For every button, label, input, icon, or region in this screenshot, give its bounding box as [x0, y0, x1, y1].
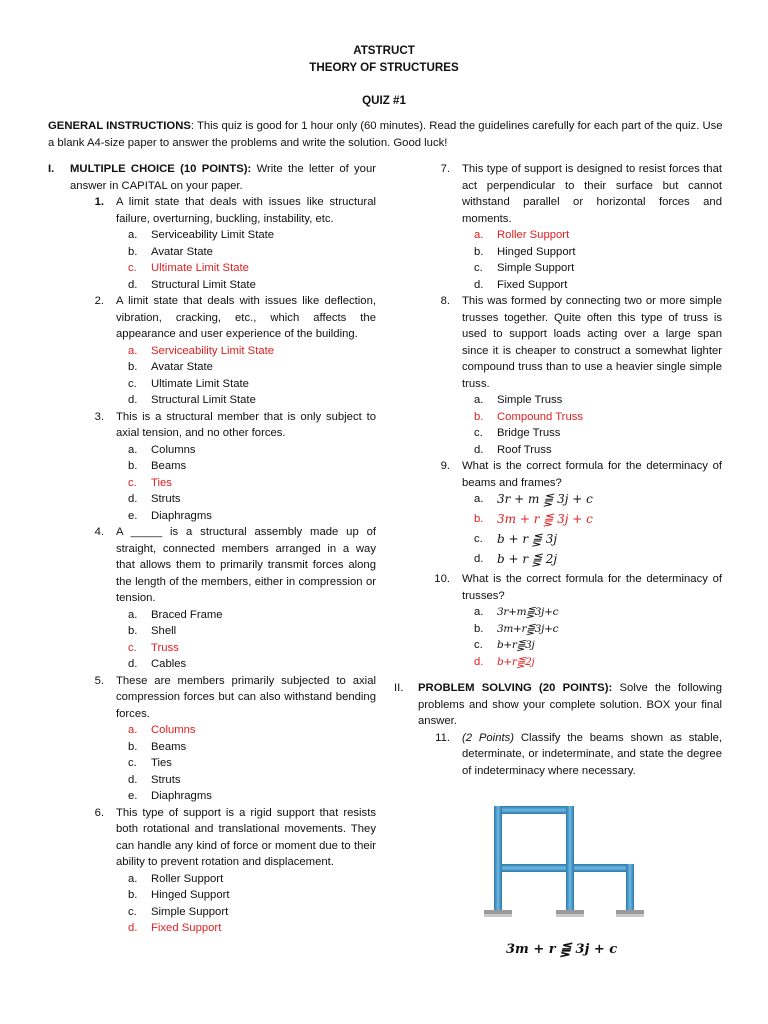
- option-letter: a.: [474, 606, 484, 618]
- question-7: [394, 161, 722, 227]
- option-text: Ultimate Limit State: [151, 262, 249, 274]
- option-letter: b.: [474, 622, 484, 635]
- option-answer: [394, 227, 722, 244]
- option: [48, 656, 376, 673]
- question-10: [394, 571, 722, 604]
- option-letter: b.: [474, 513, 484, 525]
- option-text: Simple Support: [151, 905, 229, 918]
- option-letter: a.: [128, 608, 138, 621]
- option: [48, 788, 376, 805]
- option-letter: b.: [128, 889, 138, 901]
- option: [48, 607, 376, 624]
- question-number: 9.: [440, 460, 450, 472]
- option: [394, 277, 722, 294]
- option-formula: b+r⪋2j: [497, 655, 535, 668]
- option-letter: c.: [128, 262, 137, 274]
- left-column: [48, 161, 376, 937]
- option-letter: c.: [474, 533, 483, 545]
- option: [48, 376, 376, 393]
- option: [394, 551, 722, 571]
- question-points: (2 Points): [462, 731, 515, 744]
- option: [394, 637, 722, 654]
- option-letter: b.: [128, 361, 138, 373]
- option-letter: d.: [128, 773, 138, 786]
- option: [394, 244, 722, 261]
- option-letter: e.: [128, 790, 138, 802]
- question-text: This was formed by connecting two or more simple trusses together. Quite often this type of truss is used to support loads acting over a large span since it is cheaper to construct a somewhat lighter compound truss than to use a heavier single simple truss.: [462, 295, 722, 390]
- option-letter: c.: [474, 427, 483, 439]
- quiz-title: QUIZ #1: [362, 94, 406, 107]
- option-formula: 3m + r ⪋ 3j + c: [497, 512, 593, 526]
- option-letter: c.: [128, 757, 137, 769]
- question-text: A _____ is a structural assembly made up of straight, connected members arranged in a way that allows them to primarily transmit forces along the length of the members, either in compression or tension.: [116, 526, 376, 604]
- option-letter: c.: [474, 639, 483, 651]
- option-answer: [48, 260, 376, 277]
- general-instructions: [48, 118, 724, 151]
- question-2: [48, 293, 376, 343]
- fixed-support-right: [616, 910, 644, 917]
- option-formula: b + r ⪋ 3j: [497, 532, 558, 546]
- option-letter: d.: [128, 658, 138, 670]
- option-answer: [48, 475, 376, 492]
- section-text: Write the letter of your answer in CAPITAL on your paper.: [70, 163, 377, 192]
- option-letter: b.: [474, 245, 484, 258]
- option-letter: c.: [128, 905, 137, 918]
- option: [48, 508, 376, 525]
- question-9: [394, 458, 722, 491]
- option-text: Bridge Truss: [497, 427, 561, 439]
- option-text: Ties: [151, 476, 172, 489]
- right-column: [626, 864, 634, 910]
- question-text: A limit state that deals with issues like structural failure, overturning, buckling, instability, etc.: [116, 196, 376, 225]
- option-letter: a.: [474, 493, 484, 505]
- option-text: Structural Limit State: [151, 278, 256, 291]
- question-11: [394, 730, 722, 780]
- option-letter: a.: [128, 724, 138, 736]
- option-text: Compound Truss: [497, 410, 584, 423]
- option: [48, 491, 376, 508]
- option: [48, 772, 376, 789]
- question-3: [48, 409, 376, 442]
- option-letter: e.: [128, 509, 138, 522]
- portal-frame-figure: [478, 800, 648, 930]
- option-text: Avatar State: [151, 245, 213, 258]
- option-answer: [394, 409, 722, 426]
- option: [48, 887, 376, 904]
- question-number: 3.: [94, 410, 104, 423]
- option-letter: c.: [128, 476, 137, 489]
- option: [48, 623, 376, 640]
- option-letter: b.: [474, 410, 484, 423]
- question-text: This type of support is a rigid support that resists both rotational and translational movements. They can handle any kind of force or moment due to their ability to prevent rotation and displacement.: [116, 806, 376, 868]
- question-number: 1.: [94, 196, 104, 208]
- option-text: Simple Truss: [497, 394, 563, 406]
- option-text: Fixed Support: [151, 922, 222, 934]
- question-text: This type of support is designed to resist forces that act perpendicular to their surface but cannot withstand parallel or horizontal forces and moments.: [462, 163, 722, 225]
- option-text: Simple Support: [497, 262, 575, 274]
- option-text: Ties: [151, 757, 172, 769]
- option-text: Serviceability Limit State: [151, 344, 275, 357]
- option-text: Hinged Support: [151, 889, 230, 901]
- option-text: Shell: [151, 625, 177, 637]
- option-letter: b.: [128, 740, 138, 753]
- option-text: Hinged Support: [497, 245, 576, 258]
- option: [48, 739, 376, 756]
- section-title: PROBLEM SOLVING (20 POINTS):: [418, 682, 613, 694]
- section-number: I.: [48, 163, 55, 175]
- option-text: Struts: [151, 493, 181, 505]
- option-letter: d.: [128, 493, 138, 505]
- section-problem-solving: [394, 680, 722, 730]
- option-letter: d.: [474, 553, 484, 565]
- course-title: THEORY OF STRUCTURES: [309, 61, 459, 74]
- option: [394, 604, 722, 621]
- option-letter: a.: [128, 443, 138, 456]
- question-text: These are members primarily subjected to axial compression forces but can also withstand bending forces.: [116, 674, 376, 720]
- option-letter: c.: [474, 262, 483, 274]
- question-4: [48, 524, 376, 607]
- left-column: [494, 806, 502, 910]
- option-letter: d.: [128, 278, 138, 291]
- right-column: [394, 161, 722, 779]
- option: [48, 871, 376, 888]
- option-text: Truss: [151, 641, 179, 654]
- option-letter: d.: [474, 278, 484, 291]
- middle-beam: [494, 864, 634, 872]
- figure-formula: 3m + r ⪋ 3j + c: [506, 942, 618, 957]
- option-answer: [48, 343, 376, 360]
- fixed-support-left: [484, 910, 512, 917]
- option: [48, 392, 376, 409]
- option-letter: d.: [474, 443, 484, 456]
- option-letter: b.: [128, 460, 138, 472]
- option: [394, 260, 722, 277]
- option-letter: d.: [474, 655, 484, 668]
- course-code: ATSTRUCT: [353, 44, 415, 57]
- option-text: Braced Frame: [151, 608, 223, 621]
- option: [394, 392, 722, 409]
- question-text: This is a structural member that is only subject to axial tension, and no other forces.: [116, 410, 376, 439]
- option-text: Avatar State: [151, 361, 213, 373]
- option-letter: c.: [128, 641, 137, 654]
- question-number: 5.: [94, 674, 104, 687]
- option-text: Fixed Support: [497, 278, 568, 291]
- option-text: Diaphragms: [151, 509, 212, 522]
- question-number: 7.: [440, 163, 450, 175]
- question-8: [394, 293, 722, 392]
- option: [48, 904, 376, 921]
- option: [48, 755, 376, 772]
- option-letter: b.: [128, 625, 138, 637]
- option-text: Roller Support: [151, 872, 224, 885]
- question-6: [48, 805, 376, 871]
- option: [48, 359, 376, 376]
- option-answer: [48, 640, 376, 657]
- question-text: Classify the beams shown as stable, determinate, or indeterminate, and state the degree of indeterminacy where necessary.: [462, 731, 723, 777]
- option-text: Cables: [151, 658, 187, 670]
- option-text: Beams: [151, 740, 187, 753]
- option-text: Columns: [151, 443, 196, 456]
- question-number: 10.: [434, 573, 450, 585]
- section-text: Solve the following problems and show your complete solution. BOX your final answer.: [418, 682, 722, 727]
- option-letter: a.: [128, 229, 138, 241]
- middle-column: [566, 806, 574, 910]
- option-text: Struts: [151, 773, 181, 786]
- option-formula: 3r + m ⪋ 3j + c: [497, 492, 593, 506]
- option-text: Serviceability Limit State: [151, 229, 275, 241]
- option-text: Roller Support: [497, 229, 570, 241]
- option: [48, 458, 376, 475]
- option: [394, 531, 722, 551]
- question-number: 6.: [94, 806, 104, 819]
- option-letter: a.: [474, 229, 484, 241]
- question-text: What is the correct formula for the determinacy of beams and frames?: [462, 460, 722, 489]
- option-answer: [394, 654, 722, 671]
- option-letter: d.: [128, 394, 138, 406]
- option-formula: 3r+m⪋3j+c: [497, 606, 559, 618]
- question-number: 8.: [440, 295, 450, 307]
- top-beam: [494, 806, 574, 814]
- option-text: Roof Truss: [497, 443, 552, 456]
- question-number: 2.: [94, 295, 104, 307]
- option-text: Columns: [151, 724, 196, 736]
- option-text: Ultimate Limit State: [151, 377, 249, 390]
- option-letter: c.: [128, 377, 137, 390]
- option-answer: [48, 920, 376, 937]
- option-text: Structural Limit State: [151, 394, 256, 406]
- option-formula: b+r⪋3j: [497, 639, 535, 651]
- option-answer: [394, 511, 722, 531]
- section-multiple-choice: [48, 161, 376, 194]
- question-text: A limit state that deals with issues like deflection, vibration, cracking, etc., which affects the appearance and user experience of the building.: [116, 295, 376, 340]
- fixed-support-middle: [556, 910, 584, 917]
- option: [48, 227, 376, 244]
- option-text: Diaphragms: [151, 790, 212, 802]
- section-title: MULTIPLE CHOICE (10 POINTS):: [70, 163, 252, 175]
- question-text: What is the correct formula for the determinacy of trusses?: [462, 573, 722, 602]
- option: [48, 244, 376, 261]
- option: [394, 491, 722, 511]
- option-letter: a.: [128, 344, 138, 357]
- instructions-label: GENERAL INSTRUCTIONS: [48, 120, 191, 132]
- question-number: 4.: [94, 526, 104, 538]
- option: [394, 425, 722, 442]
- section-number: II.: [394, 682, 404, 694]
- option: [394, 442, 722, 459]
- option-formula: b + r ⪋ 2j: [497, 552, 558, 566]
- question-5: [48, 673, 376, 723]
- option-answer: [48, 722, 376, 739]
- option-letter: a.: [474, 394, 484, 406]
- option: [394, 621, 722, 638]
- question-number: 11.: [435, 731, 450, 744]
- option-letter: b.: [128, 245, 138, 258]
- question-1: [48, 194, 376, 227]
- option-letter: d.: [128, 922, 138, 934]
- option-formula: 3m+r⪋3j+c: [497, 622, 559, 635]
- option-text: Beams: [151, 460, 187, 472]
- option: [48, 277, 376, 294]
- option-letter: a.: [128, 872, 138, 885]
- option: [48, 442, 376, 459]
- instructions-text: : This quiz is good for 1 hour only (60 minutes). Read the guidelines carefully for each part of the quiz. Use a blank A4-size paper to answer the problems and write the solution. Good luck!: [48, 120, 723, 149]
